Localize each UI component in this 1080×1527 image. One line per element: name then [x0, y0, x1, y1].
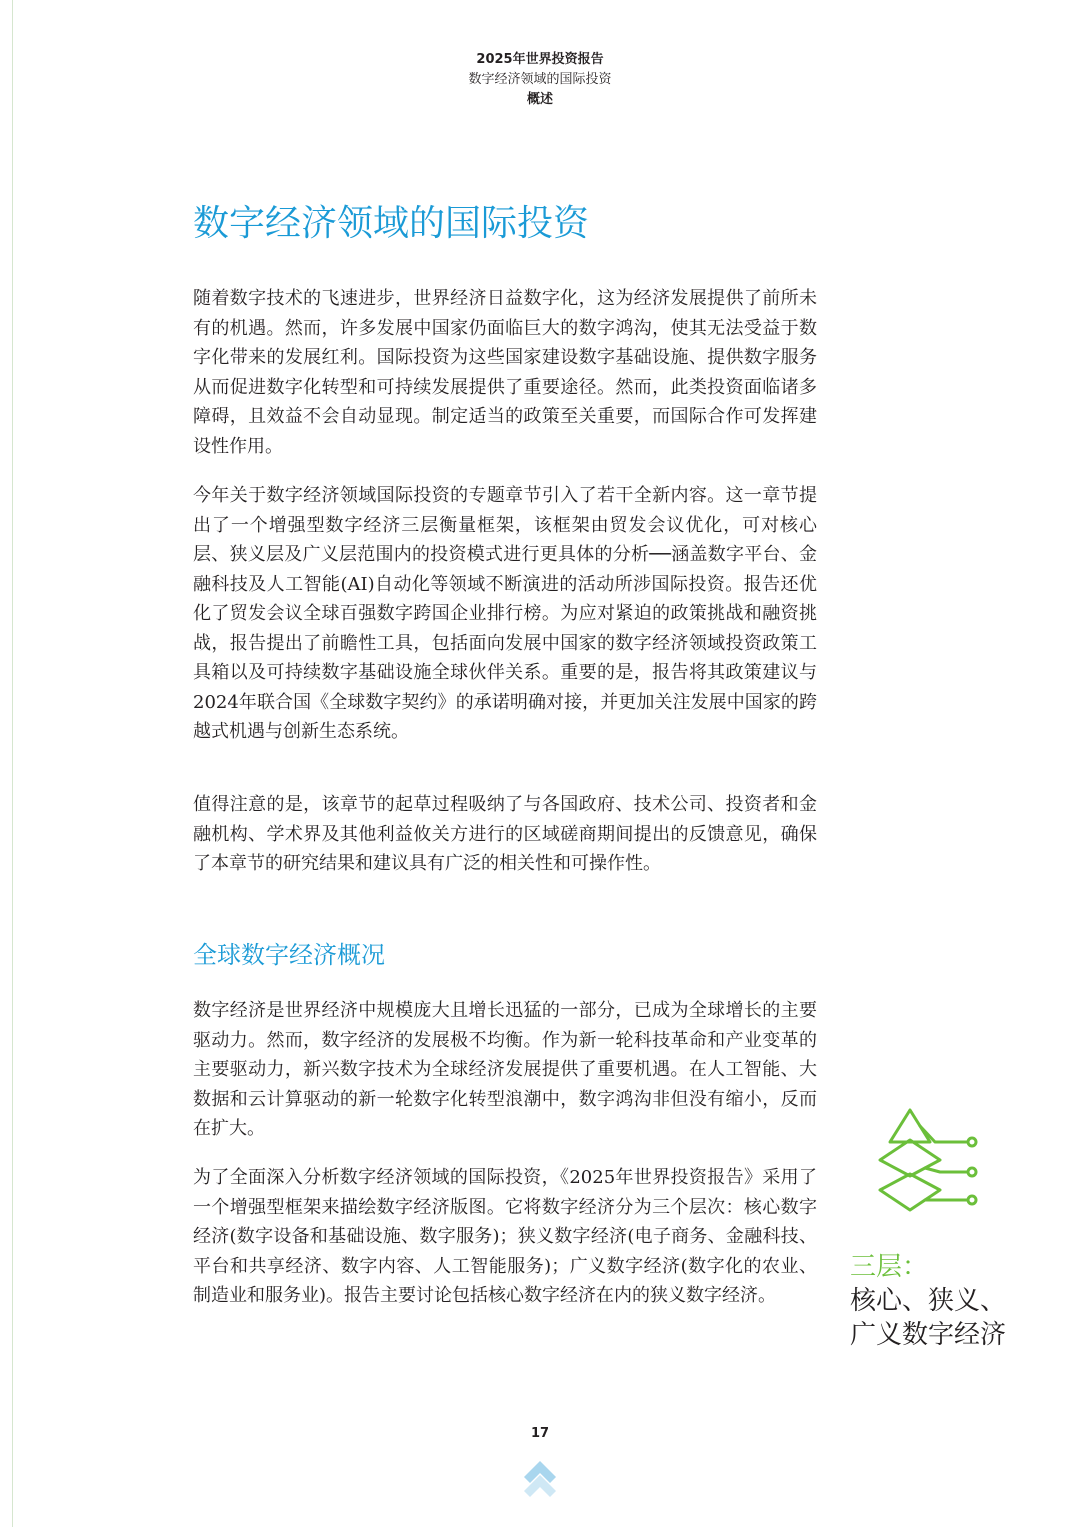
layered-diamond-icon [840, 1100, 990, 1235]
page-title: 数字经济领域的国际投资 [193, 203, 590, 244]
paragraph-3: 值得注意的是，该章节的起草过程吸纳了与各国政府、技术公司、投资者和金融机构、学术界及其他利益攸关方进行的区域磋商期间提出的反馈意见，确保了本章节的研究结果和建议具有广泛的相关性和可操作性。 [193, 794, 817, 874]
section-heading: 全球数字经济概况 [193, 941, 385, 969]
section-label: 概述 [526, 92, 553, 107]
paragraph-1: 随着数字技术的飞速进步，世界经济日益数字化，这为经济发展提供了前所未有的机遇。然而，许多发展中国家仍面临巨大的数字鸿沟，使其无法受益于数字化带来的发展红利。国际投资为这些国家建设数字基础设施、提供数字服务从而促进数字化转型和可持续发展提供了重要途径。然而，此类投资面临诸多障碍，且效益不会自动显现。制定适当的政策至关重要，而国际合作可发挥建设性作用。 [193, 288, 817, 457]
chapter-title: 数字经济领域的国际投资 [468, 72, 612, 87]
page-number: 17 [530, 1426, 550, 1441]
side-callout [850, 1250, 1070, 1352]
report-title: 2025年世界投资报告 [476, 52, 604, 67]
section-paragraph-1: 数字经济是世界经济中规模庞大且增长迅猛的一部分，已成为全球增长的主要驱动力。然而，数字经济的发展极不均衡。作为新一轮科技革命和产业变革的主要驱动力，新兴数字技术为全球经济发展提供了重要机遇。在人工智能、大数据和云计算驱动的新一轮数字化转型浪潮中，数字鸿沟非但没有缩小，反而在扩大。 [193, 1000, 817, 1139]
callout-line-1: 核心、狭义、 [850, 1286, 1007, 1316]
running-header [0, 50, 1080, 110]
callout-accent: 三层： [850, 1252, 929, 1282]
section-paragraph-2: 为了全面深入分析数字经济领域的国际投资，《2025年世界投资报告》采用了一个增强型框架来描绘数字经济版图。它将数字经济分为三个层次：核心数字经济(数字设备和基础设施、数字服务)；狭义数字经济(电子商务、金融科技、平台和共享经济、数字内容、人工智能服务)；广义数字经济(数字化的农业、制造业和服务业)。报告主要讨论包括核心数字经济在内的狭义数字经济。 [193, 1167, 817, 1306]
page-edge-rule [12, 0, 13, 1527]
paragraph-2: 今年关于数字经济领域国际投资的专题章节引入了若干全新内容。这一章节提出了一个增强型数字经济三层衡量框架，该框架由贸发会议优化，可对核心层、狭义层及广义层范围内的投资模式进行更具体的分析──涵盖数字平台、金融科技及人工智能(AI)自动化等领域不断演进的活动所涉国际投资。报告还优化了贸发会议全球百强数字跨国企业排行榜。为应对紧迫的政策挑战和融资挑战，报告提出了前瞻性工具，包括面向发展中国家的数字经济领域投资政策工具箱以及可持续数字基础设施全球伙伴关系。重要的是，报告将其政策建议与2024年联合国《全球数字契约》的承诺明确对接，并更加关注发展中国家的跨越式机遇与创新生态系统。 [193, 485, 817, 742]
callout-line-2: 广义数字经济 [850, 1320, 1007, 1350]
chevron-up-icon[interactable] [522, 1457, 558, 1497]
